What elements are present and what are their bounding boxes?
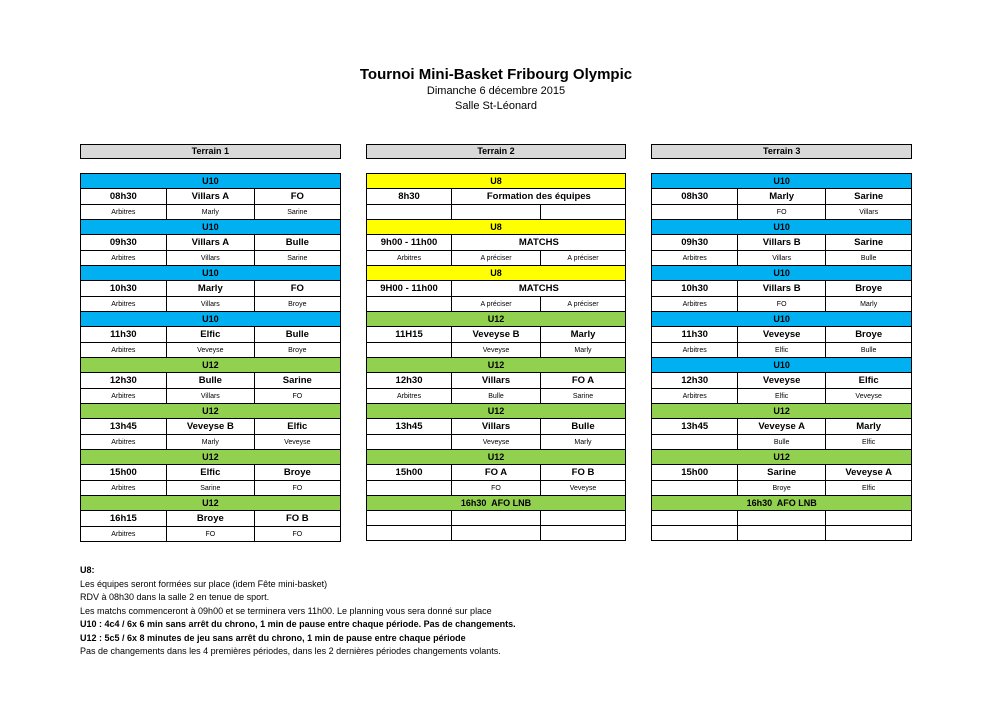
away-team-cell: FO — [254, 281, 340, 297]
referee-1-cell: Marly — [166, 435, 254, 450]
empty-cell — [738, 511, 826, 526]
game-time-cell: 9H00 - 11h00 — [366, 281, 452, 297]
game-time-cell: 11h30 — [652, 327, 738, 343]
referees-label-cell — [366, 205, 452, 220]
home-team-cell: Veveyse — [738, 327, 826, 343]
referee-1-cell: A préciser — [452, 251, 540, 266]
referee-2-cell: FO — [254, 481, 340, 496]
game-merged-cell: MATCHS — [452, 235, 626, 251]
category-row — [366, 312, 626, 327]
referee-2-cell: Elfic — [826, 435, 912, 450]
category-label: U10 — [652, 358, 912, 373]
game-row — [366, 419, 626, 435]
home-team-cell: Bulle — [166, 373, 254, 389]
referees-label-cell — [366, 297, 452, 312]
note-line: Les équipes seront formées sur place (idem Fête mini-basket) — [80, 578, 328, 589]
referees-label-cell — [652, 435, 738, 450]
note-line: U10 : 4c4 / 6x 6 min sans arrêt du chrono, 1 min de pause entre chaque période. Pas de changements. — [80, 619, 516, 629]
referee-1-cell: Villars — [738, 251, 826, 266]
game-time-cell: 10h30 — [81, 281, 167, 297]
game-merged-cell: MATCHS — [452, 281, 626, 297]
game-time-cell: 11H15 — [366, 327, 452, 343]
referees-row — [81, 251, 341, 266]
note-line: U12 : 5c5 / 6x 8 minutes de jeu sans arrêt du chrono, 1 min de pause entre chaque période — [80, 632, 466, 643]
category-row — [652, 266, 912, 281]
referee-2-cell: Bulle — [826, 251, 912, 266]
game-row — [652, 235, 912, 251]
referee-2-cell: Veveyse — [540, 481, 626, 496]
category-label: U12 — [366, 312, 626, 327]
game-time-cell: 08h30 — [81, 189, 167, 205]
away-team-cell: Bulle — [254, 235, 340, 251]
referees-row — [366, 481, 626, 496]
away-team-cell: Sarine — [826, 189, 912, 205]
referees-row — [81, 343, 341, 358]
referees-row — [366, 343, 626, 358]
game-time-cell: 12h30 — [366, 373, 452, 389]
home-team-cell: Veveyse A — [738, 419, 826, 435]
category-row — [366, 450, 626, 465]
game-row — [652, 465, 912, 481]
referees-label-cell — [652, 205, 738, 220]
referee-1-cell: A préciser — [452, 297, 540, 312]
home-team-cell: Villars A — [166, 235, 254, 251]
category-label: U12 — [81, 496, 341, 511]
category-row — [81, 220, 341, 235]
category-label: U12 — [81, 404, 341, 419]
empty-cell — [366, 526, 452, 541]
game-row — [81, 189, 341, 205]
referee-2-cell: A préciser — [540, 297, 626, 312]
referees-label-cell: Arbitres — [652, 251, 738, 266]
category-label: U10 — [81, 312, 341, 327]
game-time-cell: 16h15 — [81, 511, 167, 527]
referee-2-cell: FO — [254, 389, 340, 404]
game-row — [81, 281, 341, 297]
empty-cell — [540, 511, 626, 526]
referees-row — [81, 527, 341, 542]
referees-label-cell: Arbitres — [81, 527, 167, 542]
away-team-cell: Bulle — [254, 327, 340, 343]
away-team-cell: Sarine — [254, 373, 340, 389]
away-team-cell: Elfic — [826, 373, 912, 389]
game-row — [652, 419, 912, 435]
category-label: U12 — [652, 404, 912, 419]
game-row — [81, 235, 341, 251]
referees-label-cell: Arbitres — [652, 343, 738, 358]
referees-label-cell: Arbitres — [366, 389, 452, 404]
game-time-cell: 08h30 — [652, 189, 738, 205]
referees-label-cell: Arbitres — [81, 435, 167, 450]
category-label: U10 — [652, 174, 912, 189]
category-row — [652, 358, 912, 373]
referee-1-cell: Villars — [166, 297, 254, 312]
game-row — [81, 511, 341, 527]
referees-row — [366, 297, 626, 312]
home-team-cell: FO A — [452, 465, 540, 481]
game-time-cell: 11h30 — [81, 327, 167, 343]
game-row — [366, 327, 626, 343]
referee-2-cell: Sarine — [254, 251, 340, 266]
category-label: U12 — [652, 450, 912, 465]
home-team-cell: Veveyse — [738, 373, 826, 389]
category-row — [366, 266, 626, 281]
referee-1-cell: Bulle — [738, 435, 826, 450]
terrain-1-schedule-table — [80, 173, 341, 542]
terrain-1-board — [80, 144, 341, 542]
referee-2-cell: Broye — [254, 297, 340, 312]
category-row — [652, 220, 912, 235]
referees-row — [652, 251, 912, 266]
referee-2-cell: Elfic — [826, 481, 912, 496]
game-merged-cell: Formation des équipes — [452, 189, 626, 205]
referees-row — [366, 205, 626, 220]
notes-block — [80, 564, 912, 659]
referee-2-cell: Broye — [254, 343, 340, 358]
away-team-cell: Marly — [540, 327, 626, 343]
game-time-cell: 13h45 — [366, 419, 452, 435]
referees-label-cell: Arbitres — [81, 481, 167, 496]
away-team-cell: Broye — [254, 465, 340, 481]
category-label: U8 — [366, 266, 626, 281]
referee-1-cell: Veveyse — [452, 343, 540, 358]
terrain-2-schedule-table — [366, 173, 627, 541]
referee-2-cell: Veveyse — [826, 389, 912, 404]
game-time-cell: 09h30 — [81, 235, 167, 251]
game-row — [652, 281, 912, 297]
category-label: U12 — [366, 404, 626, 419]
empty-cell — [540, 526, 626, 541]
category-row — [366, 358, 626, 373]
referees-label-cell: Arbitres — [366, 251, 452, 266]
referees-row — [652, 205, 912, 220]
empty-cell — [452, 526, 540, 541]
away-team-cell: Broye — [826, 327, 912, 343]
category-label: U10 — [652, 312, 912, 327]
referee-1-cell: Veveyse — [452, 435, 540, 450]
game-time-cell: 10h30 — [652, 281, 738, 297]
referee-1-cell: Bulle — [452, 389, 540, 404]
referee-2-cell: Villars — [826, 205, 912, 220]
category-label: U10 — [81, 174, 341, 189]
empty-cell — [652, 526, 738, 541]
game-time-cell: 15h00 — [81, 465, 167, 481]
referees-row — [81, 205, 341, 220]
game-time-cell: 09h30 — [652, 235, 738, 251]
referee-1-cell: FO — [452, 481, 540, 496]
away-team-cell: Elfic — [254, 419, 340, 435]
away-team-cell: Sarine — [826, 235, 912, 251]
away-team-cell: Marly — [826, 419, 912, 435]
category-label: U10 — [652, 266, 912, 281]
game-time-cell: 9h00 - 11h00 — [366, 235, 452, 251]
referees-row — [652, 297, 912, 312]
category-row — [81, 312, 341, 327]
game-row — [366, 465, 626, 481]
referee-1-cell: Elfic — [738, 343, 826, 358]
referee-1-cell: Villars — [166, 251, 254, 266]
empty-cell — [738, 526, 826, 541]
category-row — [81, 496, 341, 511]
category-row — [366, 174, 626, 189]
home-team-cell: Sarine — [738, 465, 826, 481]
referee-2-cell: FO — [254, 527, 340, 542]
away-team-cell: FO — [254, 189, 340, 205]
game-time-cell: 13h45 — [81, 419, 167, 435]
empty-cell — [652, 511, 738, 526]
away-team-cell: FO B — [254, 511, 340, 527]
category-label: U10 — [81, 266, 341, 281]
game-row — [652, 373, 912, 389]
referees-label-cell — [366, 343, 452, 358]
referee-2-cell: Veveyse — [254, 435, 340, 450]
category-row — [652, 404, 912, 419]
referees-label-cell: Arbitres — [652, 297, 738, 312]
referee-1-cell — [452, 205, 540, 220]
category-row — [81, 358, 341, 373]
category-row — [81, 404, 341, 419]
home-team-cell: Elfic — [166, 465, 254, 481]
empty-row — [366, 511, 626, 526]
home-team-cell: Elfic — [166, 327, 254, 343]
referees-row — [81, 435, 341, 450]
home-team-cell: Broye — [166, 511, 254, 527]
event-label: 16h30 AFO LNB — [366, 496, 626, 511]
referees-row — [81, 389, 341, 404]
referee-1-cell: Veveyse — [166, 343, 254, 358]
home-team-cell: Marly — [166, 281, 254, 297]
note-line: RDV à 08h30 dans la salle 2 en tenue de sport. — [80, 592, 270, 602]
empty-row — [366, 526, 626, 541]
home-team-cell: Veveyse B — [166, 419, 254, 435]
game-time-cell: 12h30 — [652, 373, 738, 389]
category-label: U8 — [366, 220, 626, 235]
terrain-2-board — [366, 144, 627, 542]
referees-row — [652, 435, 912, 450]
category-label: U10 — [81, 220, 341, 235]
game-row — [366, 235, 626, 251]
game-row — [81, 327, 341, 343]
home-team-cell: Veveyse B — [452, 327, 540, 343]
referees-row — [81, 297, 341, 312]
home-team-cell: Villars — [452, 419, 540, 435]
referees-row — [652, 343, 912, 358]
referees-row — [652, 389, 912, 404]
category-label: U12 — [81, 358, 341, 373]
referee-1-cell: Elfic — [738, 389, 826, 404]
terrain-3-schedule-table — [651, 173, 912, 541]
referees-label-cell — [652, 481, 738, 496]
referees-row — [652, 481, 912, 496]
empty-cell — [826, 526, 912, 541]
game-time-cell: 15h00 — [366, 465, 452, 481]
category-label: U12 — [366, 450, 626, 465]
referees-row — [366, 435, 626, 450]
away-team-cell: Bulle — [540, 419, 626, 435]
referees-label-cell: Arbitres — [81, 297, 167, 312]
event-row — [366, 496, 626, 511]
terrain-3-header: Terrain 3 — [651, 144, 912, 159]
referee-1-cell: FO — [738, 205, 826, 220]
referees-label-cell: Arbitres — [81, 205, 167, 220]
home-team-cell: Villars A — [166, 189, 254, 205]
game-row — [366, 281, 626, 297]
referee-2-cell: Sarine — [540, 389, 626, 404]
referee-1-cell: Villars — [166, 389, 254, 404]
referees-label-cell: Arbitres — [81, 343, 167, 358]
referee-1-cell: Sarine — [166, 481, 254, 496]
game-row — [81, 465, 341, 481]
event-row — [652, 496, 912, 511]
page-subtitle-date: Dimanche 6 décembre 2015 — [426, 85, 566, 97]
terrain-3-board — [651, 144, 912, 542]
game-row — [652, 189, 912, 205]
category-row — [652, 450, 912, 465]
referees-row — [366, 389, 626, 404]
category-row — [652, 312, 912, 327]
category-row — [81, 174, 341, 189]
terrain-1-header: Terrain 1 — [80, 144, 341, 159]
referee-2-cell: Marly — [540, 435, 626, 450]
referee-2-cell: Marly — [826, 297, 912, 312]
referees-label-cell: Arbitres — [652, 389, 738, 404]
referees-row — [81, 481, 341, 496]
away-team-cell: Broye — [826, 281, 912, 297]
category-row — [81, 450, 341, 465]
note-line: Les matchs commenceront à 09h00 et se terminera vers 11h00. Le planning vous sera donné sur place — [80, 605, 492, 616]
game-row — [81, 373, 341, 389]
page-subtitle-venue: Salle St-Léonard — [455, 100, 537, 112]
referee-1-cell: Marly — [166, 205, 254, 220]
note-line: Pas de changements dans les 4 premières périodes, dans les 2 dernières périodes changements volants. — [80, 646, 501, 656]
referee-2-cell: Sarine — [254, 205, 340, 220]
game-time-cell: 8h30 — [366, 189, 452, 205]
game-row — [366, 189, 626, 205]
referee-2-cell: Marly — [540, 343, 626, 358]
game-time-cell: 13h45 — [652, 419, 738, 435]
empty-cell — [826, 511, 912, 526]
away-team-cell: Veveyse A — [826, 465, 912, 481]
game-time-cell: 12h30 — [81, 373, 167, 389]
referee-2-cell: Bulle — [826, 343, 912, 358]
category-row — [81, 266, 341, 281]
terrain-2-header: Terrain 2 — [366, 144, 627, 159]
empty-row — [652, 511, 912, 526]
referees-row — [366, 251, 626, 266]
game-row — [366, 373, 626, 389]
title-block — [0, 0, 992, 114]
referee-1-cell: FO — [738, 297, 826, 312]
away-team-cell: FO B — [540, 465, 626, 481]
referees-label-cell — [366, 435, 452, 450]
category-label: U12 — [81, 450, 341, 465]
referee-2-cell: A préciser — [540, 251, 626, 266]
page-title: Tournoi Mini-Basket Fribourg Olympic — [359, 66, 633, 83]
category-label: U10 — [652, 220, 912, 235]
referee-1-cell: Broye — [738, 481, 826, 496]
empty-cell — [452, 511, 540, 526]
home-team-cell: Marly — [738, 189, 826, 205]
terrain-boards — [80, 144, 912, 542]
referees-label-cell: Arbitres — [81, 251, 167, 266]
event-label: 16h30 AFO LNB — [652, 496, 912, 511]
home-team-cell: Villars B — [738, 281, 826, 297]
referees-label-cell: Arbitres — [81, 389, 167, 404]
category-label: U8 — [366, 174, 626, 189]
category-row — [652, 174, 912, 189]
note-line: U8: — [80, 565, 95, 575]
game-row — [81, 419, 341, 435]
category-row — [366, 220, 626, 235]
empty-cell — [366, 511, 452, 526]
empty-row — [652, 526, 912, 541]
referee-2-cell — [540, 205, 626, 220]
game-row — [652, 327, 912, 343]
home-team-cell: Villars — [452, 373, 540, 389]
referees-label-cell — [366, 481, 452, 496]
category-label: U12 — [366, 358, 626, 373]
referee-1-cell: FO — [166, 527, 254, 542]
away-team-cell: FO A — [540, 373, 626, 389]
category-row — [366, 404, 626, 419]
home-team-cell: Villars B — [738, 235, 826, 251]
game-time-cell: 15h00 — [652, 465, 738, 481]
